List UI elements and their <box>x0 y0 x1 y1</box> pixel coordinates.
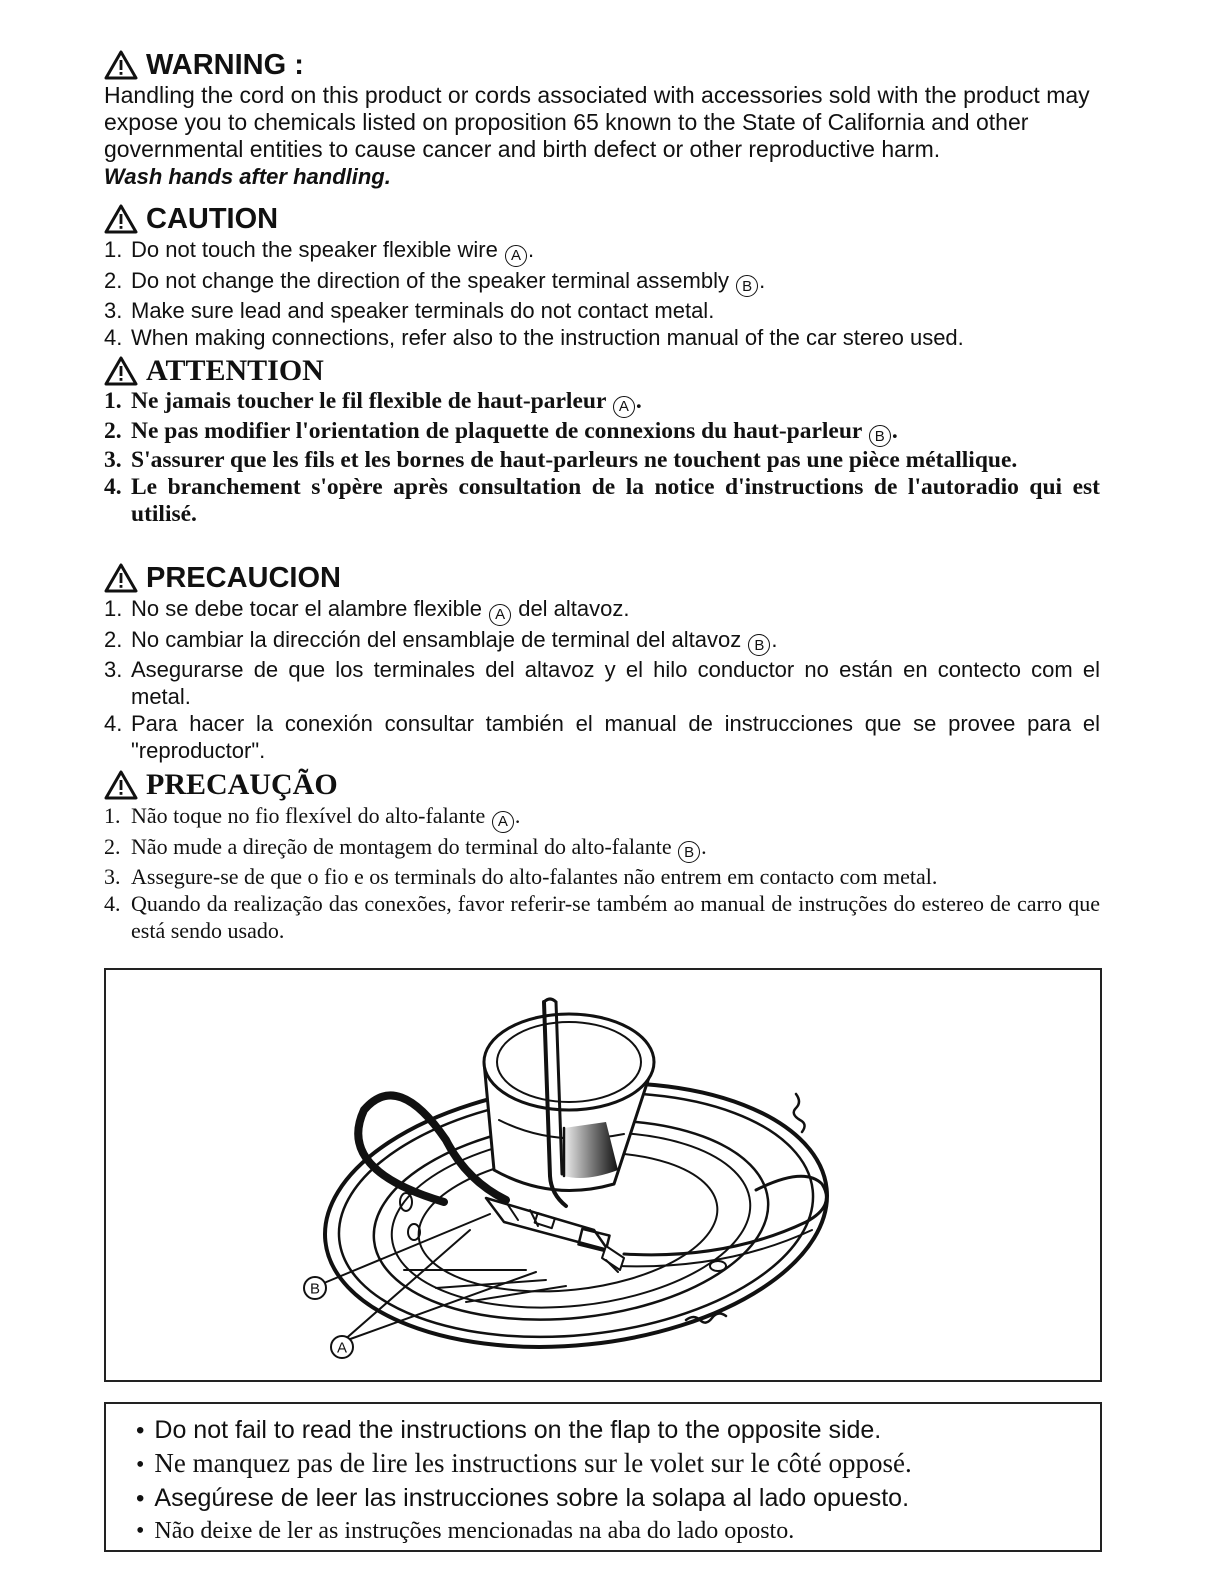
speaker-illustration <box>106 970 1100 1380</box>
list-item: 1. Ne jamais toucher le fil flexible de haut-parleur A . <box>104 388 1100 418</box>
list-item: 2. Não mude a direção de montagem do terminal do alto-falante B . <box>104 833 1100 864</box>
caution-heading <box>104 202 1100 236</box>
list-item: 4. Quando da realização das conexões, favor referir-se também ao manual de instruções do estereo de carro que está sendo usado. <box>104 891 1100 943</box>
precaucion-heading <box>104 561 1100 595</box>
circled-a-icon: A <box>505 245 527 267</box>
warning-triangle-icon <box>104 563 138 593</box>
precaucion-title: PRECAUCION <box>146 562 341 594</box>
caution-list <box>104 236 1100 351</box>
precaucao-title: PRECAUÇÃO <box>146 768 338 801</box>
bullet-icon: • <box>136 1518 145 1544</box>
speaker-diagram <box>104 968 1102 1382</box>
list-item: 1. Não toque no fio flexível do alto-falante A . <box>104 802 1100 833</box>
attention-list <box>104 388 1100 528</box>
precaucao-list <box>104 802 1100 944</box>
list-item: 3. Asegurarse de que los terminales del altavoz y el hilo conductor no están en contecto com el metal. <box>104 657 1100 709</box>
circled-a-icon: A <box>613 396 635 418</box>
warning-triangle-icon <box>104 50 138 80</box>
list-item: 3. Assegure-se de que o fio e os terminals do alto-falantes não entrem em contacto com metal. <box>104 864 938 889</box>
flap-notes-box <box>104 1402 1102 1552</box>
list-item: 1. No se debe tocar el alambre flexible A del altavoz. <box>104 595 1100 626</box>
precaucao-section <box>104 768 1100 944</box>
attention-title: ATTENTION <box>146 354 324 387</box>
flap-note-es: • Asegúrese de leer las instrucciones sobre la solapa al lado opuesto. <box>136 1482 1100 1515</box>
warning-section <box>104 48 1100 190</box>
bullet-icon: • <box>136 1417 145 1444</box>
bullet-icon: • <box>136 1452 145 1478</box>
precaucion-list <box>104 595 1100 764</box>
circled-b-icon: B <box>748 634 770 656</box>
warning-heading <box>104 48 1100 82</box>
callout-a-label: A <box>336 1339 348 1357</box>
warning-body: Handling the cord on this product or cords associated with accessories sold with the product may expose you to chemicals listed on proposition 65 known to the State of California and other governmental entities to cause cancer and birth defect or other reproductive harm. <box>104 82 1090 162</box>
flap-note-pt: • Não deixe de ler as instruções mencionadas na aba do lado oposto. <box>136 1515 1100 1548</box>
precaucion-section <box>104 561 1100 764</box>
warning-triangle-icon <box>104 770 138 800</box>
warning-triangle-icon <box>104 356 138 386</box>
caution-title: CAUTION <box>146 203 279 235</box>
list-item: 4. Le branchement s'opère après consultation de la notice d'instructions de l'autoradio qui est utilisé. <box>104 474 1100 527</box>
circled-a-icon: A <box>492 811 514 833</box>
caution-section <box>104 202 1100 351</box>
list-item: 3. Make sure lead and speaker terminals do not contact metal. <box>104 298 715 323</box>
flap-note-en: • Do not fail to read the instructions on the flap to the opposite side. <box>136 1414 1100 1447</box>
precaucao-heading <box>104 768 1100 802</box>
bullet-icon: • <box>136 1485 145 1512</box>
circled-b-icon: B <box>869 425 891 447</box>
warning-title: WARNING : <box>146 49 304 81</box>
list-item: 4. When making connections, refer also to the instruction manual of the car stereo used. <box>104 325 964 350</box>
circled-b-icon: B <box>736 275 758 297</box>
attention-section <box>104 354 1100 528</box>
list-item: 2. Do not change the direction of the speaker terminal assembly B . <box>104 267 1100 298</box>
circled-b-icon: B <box>678 841 700 863</box>
list-item: 2. No cambiar la dirección del ensamblaje de terminal del altavoz B . <box>104 626 1100 657</box>
callout-b-label: B <box>309 1280 321 1298</box>
attention-heading <box>104 354 1100 388</box>
list-item: 1. Do not touch the speaker flexible wire A . <box>104 236 1100 267</box>
flap-note-fr: • Ne manquez pas de lire les instructions sur le volet sur le côté opposé. <box>136 1447 1100 1482</box>
list-item: 3. S'assurer que les fils et les bornes de haut-parleurs ne touchent pas une pièce métallique. <box>104 447 1018 473</box>
list-item: 2. Ne pas modifier l'orientation de plaquette de connexions du haut-parleur B . <box>104 418 1100 448</box>
circled-a-icon: A <box>489 604 511 626</box>
warning-triangle-icon <box>104 204 138 234</box>
list-item: 4. Para hacer la conexión consultar también el manual de instrucciones que se provee para el "reproductor". <box>104 711 1100 763</box>
warning-emphasis: Wash hands after handling. <box>104 164 391 189</box>
